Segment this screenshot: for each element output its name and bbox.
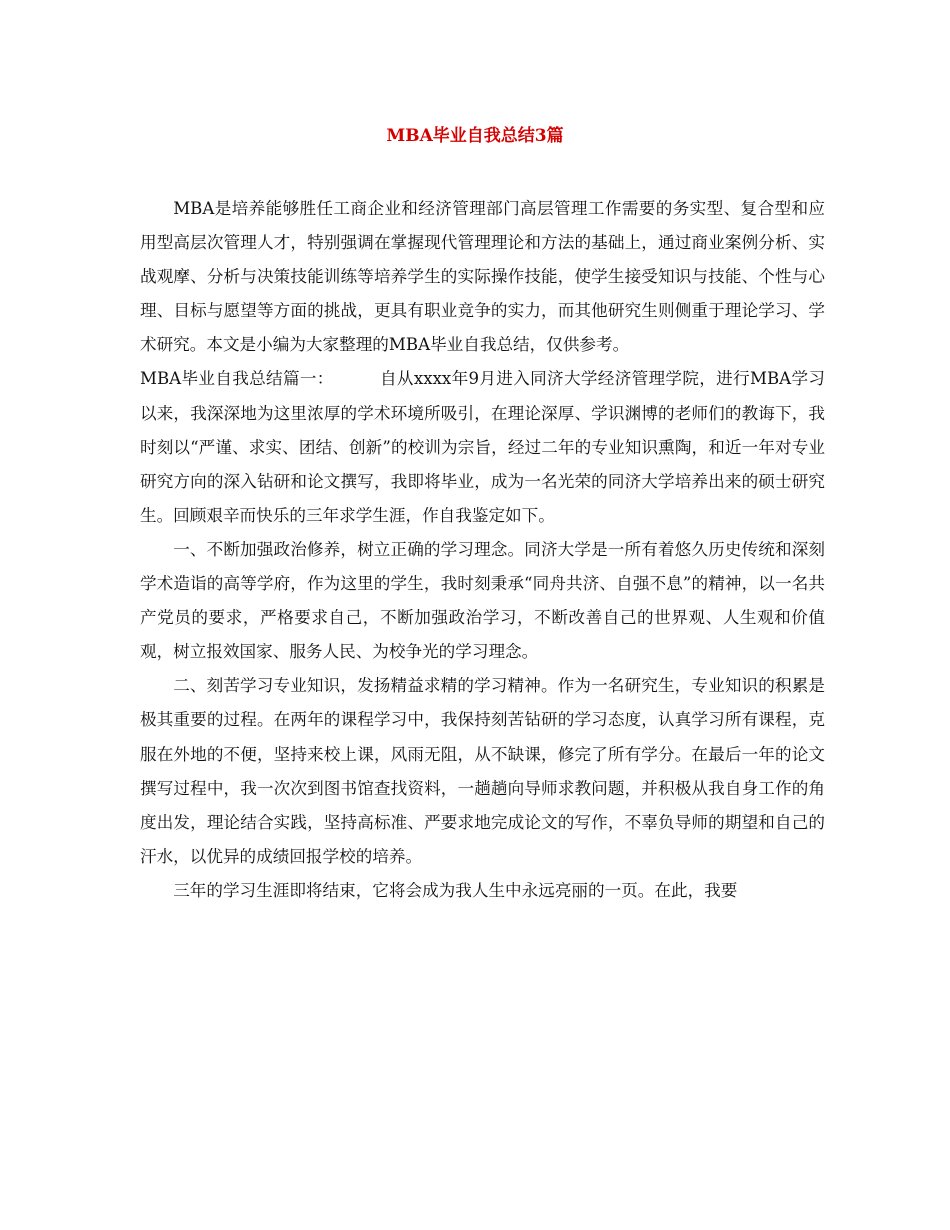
intro-paragraph: MBA是培养能够胜任工商企业和经济管理部门高层管理工作需要的务实型、复合型和应用型高层次管理人才，特别强调在掌握现代管理理论和方法的基础上，通过商业案例分析、实战观摩、分析与决策技能训练等培养学生的实际操作技能，使学生接受知识与技能、个性与心理、目标与愿望等方面的挑战，更具有职业竞争的实力，而其他研究生则侧重于理论学习、学术研究。本文是小编为大家整理的MBA毕业自我总结，仅供参考。 bbox=[140, 199, 825, 355]
paragraph-two: 二、刻苦学习专业知识，发扬精益求精的学习精神。作为一名研究生，专业知识的积累是极其重要的过程。在两年的课程学习中，我保持刻苦钻研的学习态度，认真学习所有课程，克服在外地的不便，坚持来校上课，风雨无阻，从不缺课，修完了所有学分。在最后一年的论文撰写过程中，我一次次到图书馆查找资料，一趟趟向导师求教问题，并积极从我自身工作的角度出发，理论结合实践，坚持高标准、严要求地完成论文的写作，不辜负导师的期望和自己的汗水，以优异的成绩回报学校的培养。 bbox=[140, 676, 825, 866]
section1-paragraph bbox=[140, 362, 825, 532]
paragraph-one: 一、不断加强政治修养，树立正确的学习理念。同济大学是一所有着悠久历史传统和深刻学术造诣的高等学府，作为这里的学生，我时刻秉承“同舟共济、自强不息”的精神，以一名共产党员的要求，严格要求自己，不断加强政治学习，不断改善自己的世界观、人生观和价值观，树立报效国家、服务人民、为校争光的学习理念。 bbox=[140, 539, 825, 662]
document-body bbox=[140, 192, 825, 908]
document-title: MBA毕业自我总结3篇 bbox=[386, 126, 564, 146]
paragraph-three: 三年的学习生涯即将结束，它将会成为我人生中永远亮丽的一页。在此，我要 bbox=[173, 880, 738, 900]
section1-heading: MBA毕业自我总结篇一： bbox=[140, 369, 334, 389]
section1-text: 自从xxxx年9月进入同济大学经济管理学院，进行MBA学习以来，我深深地为这里浓厚的学术环境所吸引，在理论深厚、学识渊博的老师们的教诲下，我时刻以“严谨、求实、团结、创新”的校训为宗旨，经过二年的专业知识熏陶，和近一年对专业研究方向的深入钻研和论文撰写，我即将毕业，成为一名光荣的同济大学培养出来的硕士研究生。回顾艰辛而快乐的三年求学生涯，作自我鉴定如下。 bbox=[140, 369, 825, 525]
